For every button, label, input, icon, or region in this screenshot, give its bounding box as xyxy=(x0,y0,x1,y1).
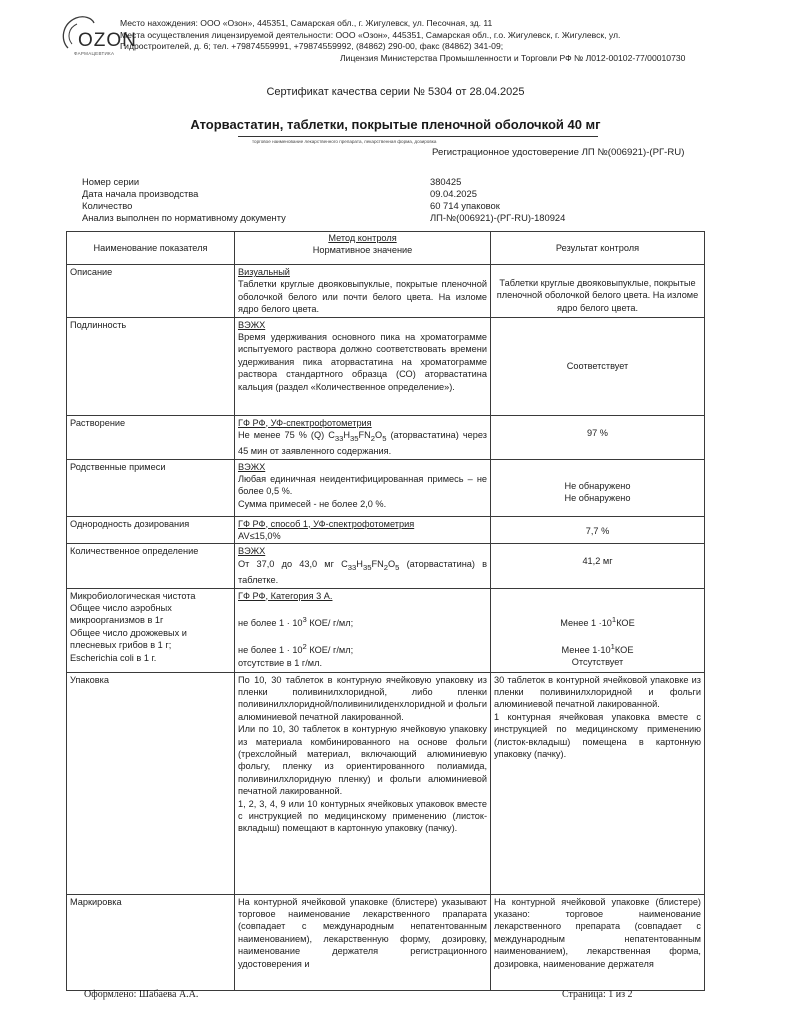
logo-subtext: ФАРМАЦЕВТИКА xyxy=(74,51,115,56)
row-result-text: Не обнаружено xyxy=(564,493,631,504)
title-underline xyxy=(238,136,598,137)
batch-info-row xyxy=(82,188,682,200)
micro-result-aerobic xyxy=(494,614,701,629)
company-header xyxy=(120,18,720,64)
table-row xyxy=(67,894,705,990)
batch-info-row xyxy=(82,200,682,212)
table-row xyxy=(67,265,705,318)
row-result xyxy=(491,265,705,318)
formula-part: O xyxy=(375,430,383,441)
row-result xyxy=(491,415,705,459)
packaging-norm-1: По 10, 30 таблеток в контурную ячейковую упаковку из пленки поливинилхлоридной, либо пленки поливинилхлоридной/поливинилиденхлоридной и фольги алюминиевой печатной лакированной. xyxy=(238,674,487,722)
row-result-text: Таблетки круглые двояковыпуклые, покрытые пленочной оболочкой белого цвета. На изломе ядро белого цвета. xyxy=(496,278,699,313)
batch-info-label: Номер серии xyxy=(82,176,140,187)
row-norm-text xyxy=(238,429,487,458)
table-header-row xyxy=(67,232,705,265)
row-method: Визуальный xyxy=(238,267,290,277)
row-norm-text: Таблетки круглые двояковыпуклые, покрытые пленочной оболочкой белого или почти белого цвета. На изломе ядро белого цвета. xyxy=(238,279,487,315)
prepared-by: Оформлено: Шабаева А.А. xyxy=(84,989,199,1000)
formula xyxy=(328,430,387,443)
row-name: Подлинность xyxy=(67,317,235,415)
spacer xyxy=(494,629,701,641)
norm-part: не более 1 · 10 xyxy=(238,645,303,656)
row-norm xyxy=(235,588,491,672)
packaging-result-1: 30 таблеток в контурной ячейковой упаковке из пленки поливинилхлоридной и фольги алюминиевой печатной лакированной. xyxy=(494,674,701,710)
row-result-text: Соответствует xyxy=(566,360,629,371)
row-result-text: 7,7 % xyxy=(585,525,610,536)
row-norm xyxy=(235,265,491,318)
table-row xyxy=(67,588,705,672)
formula-sub: 2 xyxy=(383,562,388,572)
row-result xyxy=(491,544,705,588)
formula-part: O xyxy=(387,558,396,569)
header-indicator xyxy=(67,232,235,265)
row-norm xyxy=(235,672,491,894)
table-row xyxy=(67,459,705,516)
row-name: Растворение xyxy=(67,415,235,459)
formula-part: C xyxy=(341,558,348,569)
row-norm-text: AV≤15,0% xyxy=(238,531,281,542)
packaging-result-2: 1 контурная ячейковая упаковка вместе с инструкцией по медицинскому применению (листок-вкладыш) помещена в картонную упаковку (пачку). xyxy=(494,711,701,759)
norm-exponent: 2 xyxy=(302,642,307,652)
row-result xyxy=(491,894,705,990)
micro-name: Микробиологическая чистота xyxy=(70,590,196,601)
batch-info-row xyxy=(82,212,682,224)
row-norm xyxy=(235,544,491,588)
row-result xyxy=(491,516,705,544)
logo-text: OZON xyxy=(78,30,137,51)
row-norm-text xyxy=(238,558,487,587)
quality-table xyxy=(66,231,705,991)
page-number: Страница: 1 из 2 xyxy=(562,989,633,1000)
header-contacts: Гидростроителей, д. 6; тел. +79874559991, +79874559992, (84862) 290-00, факс (84862) 341-09; xyxy=(120,41,504,52)
formula-sub: 2 xyxy=(370,433,376,443)
batch-info-label: Анализ выполнен по нормативному документу xyxy=(82,212,286,223)
table-row xyxy=(67,415,705,459)
result-part: Менее 1·10 xyxy=(561,645,611,656)
formula xyxy=(341,558,400,572)
header-license: Лицензия Министерства Промышленности и Торговли РФ № Л012-00102-77/00010730 xyxy=(340,52,686,63)
marking-result: На контурной ячейковой упаковке (блистере) указано: торговое наименование лекарственного препарата (совпадает с международным непатентованным наименованием), лекарственная форма, дозировка, наименование держателя xyxy=(494,896,701,969)
row-result xyxy=(491,588,705,672)
product-title: Аторвастатин, таблетки, покрытые пленочной оболочкой 40 мг xyxy=(190,117,601,132)
formula-part: H xyxy=(343,430,350,441)
row-method: ГФ РФ, способ 1, УФ-спектрофотометрия xyxy=(238,518,415,529)
packaging-norm-3: 1, 2, 3, 4, 9 или 10 контурных ячейковых упаковок вместе с инструкцией по медицинскому применению (листок-вкладыш) помещают в картонную упаковку (пачку). xyxy=(238,798,487,834)
dissolution-norm-end: (аторвастатина) через 45 мин от заявленного содержания. xyxy=(238,430,487,457)
spacer xyxy=(494,590,701,614)
row-method: ВЭЖХ xyxy=(238,319,266,330)
row-norm-text: Сумма примесей - не более 2,0 %. xyxy=(238,498,387,509)
batch-info-value: 60 714 упаковок xyxy=(430,200,500,211)
batch-info-label: Количество xyxy=(82,200,133,211)
packaging-norm-2: Или по 10, 30 таблеток в контурную ячейковую упаковку из материала комбинированного на основе фольги (трехслойный материал, включающий алюминиевую фольгу, пленку из ориентированного полиамида, поливинилхлоридную пленку) и фольги алюминиевой печатной лакированной. xyxy=(238,724,487,797)
header-licensed-sites: Места осуществления лицензируемой деятельности: ООО «Озон», 445351, Самарская обл., г.о. Жигулевск, г. Жигулевск, ул. xyxy=(120,29,621,40)
row-method: ГФ РФ, УФ-спектрофотометрия xyxy=(238,417,372,428)
batch-info-row xyxy=(82,176,682,188)
formula-sub: 35 xyxy=(350,433,359,443)
batch-info-value: 380425 xyxy=(430,176,462,187)
header-result xyxy=(491,232,705,265)
dissolution-norm-start: Не менее 75 % (Q) xyxy=(238,430,329,441)
row-name: Маркировка xyxy=(67,894,235,990)
header-method-label: Метод контроля xyxy=(328,233,397,243)
result-part: Менее 1 ·10 xyxy=(560,617,612,628)
table-row xyxy=(67,317,705,415)
row-norm xyxy=(235,317,491,415)
result-exponent: 1 xyxy=(611,614,617,624)
formula-sub: 33 xyxy=(334,433,344,443)
formula-part: H xyxy=(356,558,363,569)
batch-info xyxy=(82,176,682,224)
row-result xyxy=(491,459,705,516)
header-indicator-label: Наименование показателя xyxy=(93,242,208,253)
table-row xyxy=(67,516,705,544)
row-name: Описание xyxy=(67,265,235,318)
formula-part: FN xyxy=(371,558,384,569)
certificate-number: Сертификат качества серии № 5304 от 28.04.2025 xyxy=(266,86,525,98)
row-result-text: 41,2 мг xyxy=(582,556,613,567)
formula-sub: 33 xyxy=(347,562,357,572)
assay-norm-end: (аторвастатина) в таблетке. xyxy=(238,558,487,586)
row-name xyxy=(67,588,235,672)
row-result-text: 97 % xyxy=(587,427,608,438)
row-name: Упаковка xyxy=(67,672,235,894)
norm-exponent: 3 xyxy=(302,614,307,624)
header-result-label: Результат контроля xyxy=(555,242,640,253)
row-name: Количественное определение xyxy=(67,544,235,588)
row-result xyxy=(491,672,705,894)
norm-part: КОЕ/ г/мл; xyxy=(306,618,354,628)
formula-sub: 5 xyxy=(395,562,400,572)
micro-result-ecoli: Отсутствует xyxy=(571,657,624,668)
micro-norm-fungi xyxy=(238,641,487,656)
norm-part: не более 1 · 10 xyxy=(238,618,303,628)
row-norm xyxy=(235,894,491,990)
row-norm-text: Любая единичная неидентифицированная примесь – не более 0,5 %. xyxy=(238,474,487,497)
formula-part: FN xyxy=(358,430,371,441)
row-method: ГФ РФ, Категория 3 А. xyxy=(238,590,333,601)
result-part: КОЕ xyxy=(614,645,634,656)
micro-result-fungi xyxy=(494,641,701,656)
batch-info-value: 09.04.2025 xyxy=(430,188,477,199)
company-logo xyxy=(30,10,137,56)
title-hint: торговое наименование лекарственного препарата, лекарственная форма, дозировка xyxy=(252,139,437,144)
row-method: ВЭЖХ xyxy=(238,461,266,472)
micro-fungi-label: Общее число дрожжевых и плесневых грибов в 1 г; xyxy=(70,627,187,651)
result-part: КОЕ xyxy=(616,617,635,628)
row-name: Однородность дозирования xyxy=(67,516,235,544)
table-row xyxy=(67,544,705,588)
formula-sub: 35 xyxy=(362,562,372,572)
row-name: Родственные примеси xyxy=(67,459,235,516)
row-norm xyxy=(235,459,491,516)
row-result-text: Не обнаружено xyxy=(564,480,631,491)
row-norm xyxy=(235,516,491,544)
result-exponent: 1 xyxy=(610,642,615,651)
batch-info-label: Дата начала производства xyxy=(82,188,199,199)
batch-info-value: ЛП-№(006921)-(РГ-RU)-180924 xyxy=(430,212,566,223)
registration-certificate: Регистрационное удостоверение ЛП №(006921)-(РГ-RU) xyxy=(432,147,685,158)
micro-norm-ecoli: отсутствие в 1 г/мл. xyxy=(238,657,323,668)
norm-part: КОЕ/ г/мл; xyxy=(306,645,354,656)
header-method xyxy=(235,232,491,265)
header-address: Место нахождения: ООО «Озон», 445351, Самарская обл., г. Жигулевск, ул. Песочная, зд. 11 xyxy=(120,18,493,28)
micro-aerobic-label: Общее число аэробных микроорганизмов в 1г xyxy=(70,602,172,626)
row-result xyxy=(491,317,705,415)
row-norm xyxy=(235,415,491,459)
spacer xyxy=(238,602,487,614)
row-norm-text: Время удерживания основного пика на хроматограмме испытуемого раствора должно соответствовать времени удерживания пика аторвастатина на хроматограмме раствора стандартного образца (СО) аторвастатина кальция (раздел «Количественное определение»). xyxy=(238,332,487,392)
spacer xyxy=(238,629,487,641)
assay-norm-start: От 37,0 до 43,0 мг xyxy=(238,558,342,569)
formula-part: C xyxy=(328,430,335,441)
row-method: ВЭЖХ xyxy=(238,546,266,557)
table-row xyxy=(67,672,705,894)
marking-norm: На контурной ячейковой упаковке (блистере) указывают торговое наименование лекарственного прапарата (совпадает с международным непатентованным наименованием), лекарственную форму, дозировку, наименование держателя регистрационного удостоверения и xyxy=(238,896,487,969)
micro-norm-aerobic xyxy=(238,614,487,629)
micro-ecoli-label: Escherichia coli в 1 г. xyxy=(70,652,157,663)
header-norm-label: Нормативное значение xyxy=(312,245,413,256)
formula-sub: 5 xyxy=(382,433,387,443)
